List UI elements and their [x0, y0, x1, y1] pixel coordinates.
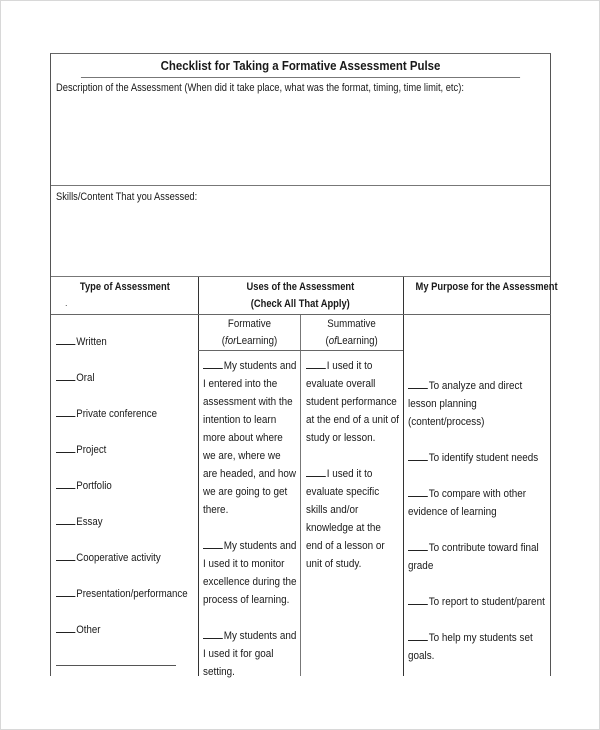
check-blank[interactable]: [56, 488, 75, 489]
type-option-portfolio[interactable]: Portfolio: [56, 479, 188, 515]
check-blank[interactable]: [408, 550, 428, 551]
check-blank[interactable]: [56, 452, 75, 453]
check-blank[interactable]: [203, 638, 223, 639]
check-blank[interactable]: [56, 344, 75, 345]
check-blank[interactable]: [408, 640, 428, 641]
row-divider: [198, 314, 403, 315]
assessment-type-list: [56, 335, 206, 659]
type-option-private-conference[interactable]: Private conference: [56, 407, 188, 443]
check-blank[interactable]: [408, 388, 428, 389]
purpose-options: [408, 377, 548, 683]
formative-option[interactable]: My students and I entered into the assessment with the intention to learn more about where we are, where we are headed, and how we are going to get there.: [203, 360, 297, 516]
checklist-document: [50, 53, 558, 678]
formative-option[interactable]: My students and I used it for goal setting.: [203, 630, 297, 678]
type-option-written[interactable]: Written: [56, 335, 188, 371]
summative-options: [306, 357, 401, 591]
check-blank[interactable]: [56, 560, 75, 561]
assessment-table: [51, 277, 558, 678]
formative-note: (forLearning): [221, 335, 277, 347]
description-label: Description of the Assessment (When did it take place, what was the format, timing, time limit, etc):: [56, 82, 464, 94]
type-option-project[interactable]: Project: [56, 443, 188, 479]
check-blank[interactable]: [56, 380, 75, 381]
document-title: Checklist for Taking a Formative Assessment Pulse: [81, 54, 520, 78]
purpose-option[interactable]: To report to student/parent: [408, 593, 547, 611]
check-blank[interactable]: [56, 416, 75, 417]
purpose-option[interactable]: To help my students set goals.: [408, 632, 533, 662]
header-type-of-assessment: Type of Assessment: [79, 281, 170, 293]
header-purpose: My Purpose for the Assessment: [415, 281, 558, 293]
check-blank[interactable]: [306, 368, 326, 369]
check-blank[interactable]: [408, 604, 428, 605]
summative-option[interactable]: I used it to evaluate overall student performance at the end of a unit of study or lesson.: [306, 360, 400, 444]
formative-options: [203, 357, 298, 699]
subheader-formative: Formative (forLearning): [198, 316, 300, 350]
skills-field[interactable]: [51, 186, 550, 277]
row-divider: [198, 350, 403, 351]
type-option-cooperative-activity[interactable]: Cooperative activity: [56, 551, 188, 587]
check-blank[interactable]: [203, 368, 223, 369]
subheader-summative: Summative (ofLearning): [301, 316, 403, 350]
other-specify-line[interactable]: [56, 665, 176, 666]
check-blank[interactable]: [56, 632, 75, 633]
type-option-other[interactable]: Other: [56, 623, 188, 659]
row-divider: [403, 314, 551, 315]
check-blank[interactable]: [408, 496, 428, 497]
check-blank[interactable]: [306, 476, 326, 477]
type-option-oral[interactable]: Oral: [56, 371, 188, 407]
description-field[interactable]: [51, 77, 550, 186]
check-blank[interactable]: [56, 524, 75, 525]
column-divider: [403, 277, 404, 676]
purpose-option[interactable]: To analyze and direct lesson planning (content/process): [408, 380, 523, 428]
purpose-option[interactable]: To compare with other evidence of learning: [408, 488, 527, 518]
purpose-option[interactable]: To contribute toward final grade: [408, 542, 539, 572]
summative-option[interactable]: I used it to evaluate specific skills and/or knowledge at the end of a lesson or unit of study.: [306, 468, 385, 570]
type-option-essay[interactable]: Essay: [56, 515, 188, 551]
row-divider: [51, 314, 198, 315]
column-divider: [300, 314, 301, 676]
check-blank[interactable]: [56, 596, 75, 597]
purpose-option[interactable]: To identify student needs: [408, 449, 547, 467]
formative-option[interactable]: My students and I used it to monitor excellence during the process of learning.: [203, 540, 297, 606]
skills-label: Skills/Content That you Assessed:: [56, 191, 198, 203]
header-uses: Uses of the Assessment (Check All That Apply): [246, 281, 355, 310]
type-option-presentation[interactable]: Presentation/performance: [56, 587, 188, 623]
stray-mark: .: [65, 298, 68, 308]
summative-note: (ofLearning): [325, 335, 379, 347]
check-blank[interactable]: [203, 548, 223, 549]
check-blank[interactable]: [408, 460, 428, 461]
